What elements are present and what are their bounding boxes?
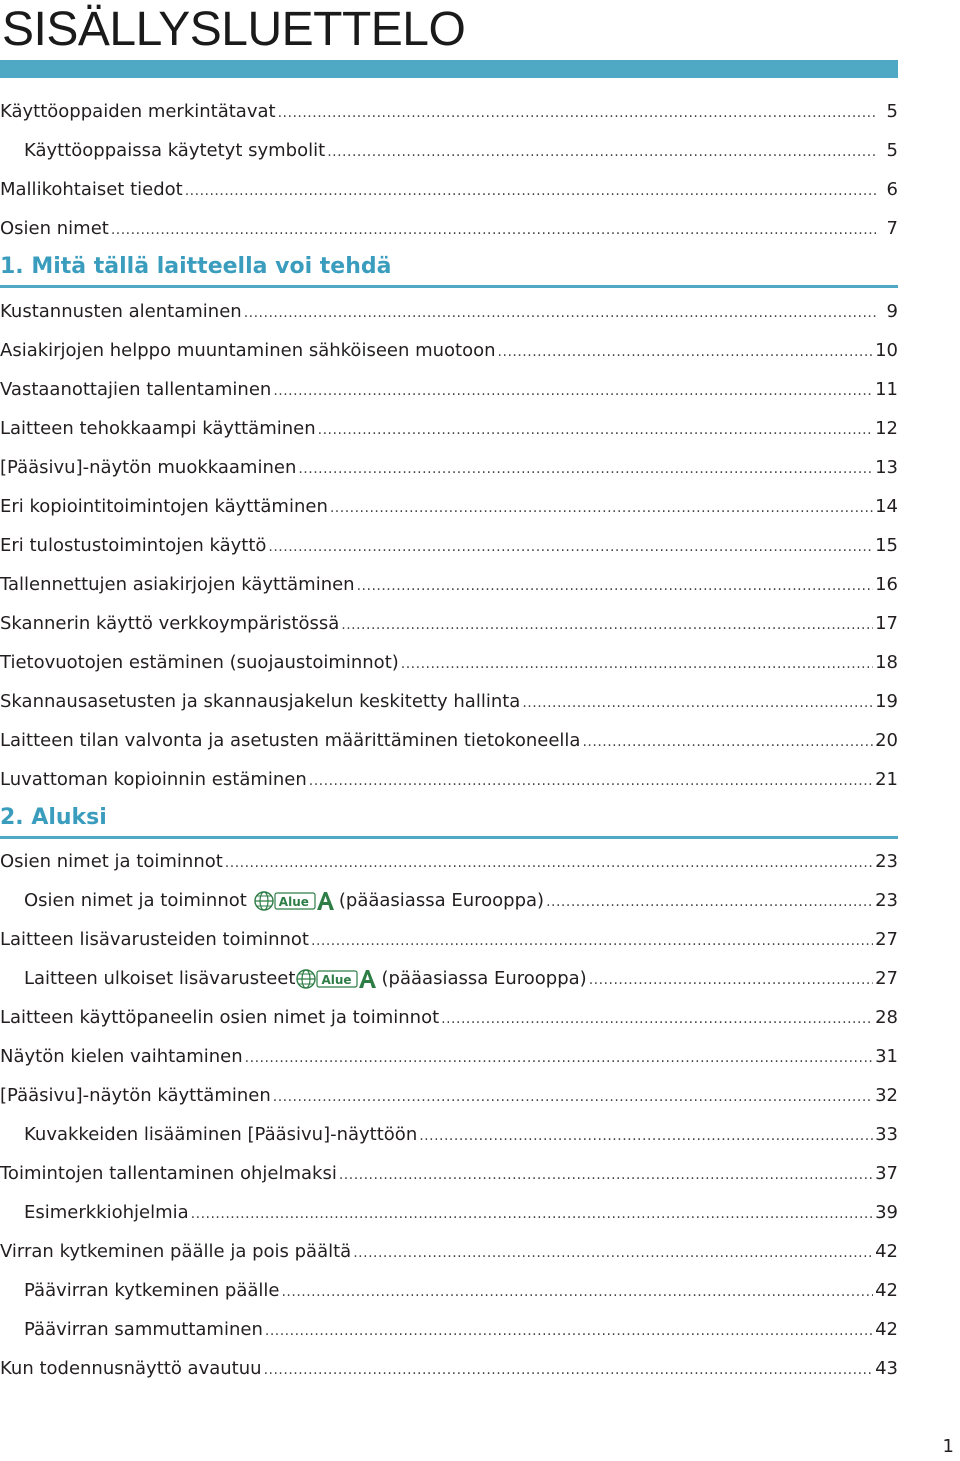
- toc-entry[interactable]: [0, 1003, 898, 1033]
- toc-entry[interactable]: [0, 175, 898, 205]
- toc-entry-text: Päävirran kytkeminen päälle: [24, 1280, 280, 1301]
- toc-entry[interactable]: [0, 687, 898, 717]
- toc-page-number: 5: [886, 140, 898, 161]
- toc-leader: [546, 887, 873, 917]
- toc-leader: [264, 1355, 874, 1385]
- toc-leader: [330, 493, 873, 523]
- toc-entry-label: Laitteen ulkoiset lisävarusteet: [24, 968, 296, 989]
- toc-entry[interactable]: [0, 1120, 898, 1150]
- toc-leader: [265, 1316, 873, 1346]
- toc-leader: [582, 727, 873, 757]
- toc-entry[interactable]: [0, 1315, 898, 1345]
- toc-entry[interactable]: [0, 964, 898, 994]
- toc-leader: [589, 965, 873, 995]
- toc-entry[interactable]: [0, 97, 898, 127]
- toc-page-number: 21: [875, 769, 898, 790]
- toc-leader: [273, 1082, 873, 1112]
- toc-entry-text: Laitteen käyttöpaneelin osien nimet ja toiminnot: [0, 1007, 440, 1028]
- toc-entry-text: Päävirran sammuttaminen: [24, 1319, 263, 1340]
- toc-entry-text: [Pääsivu]-näytön muokkaaminen: [0, 457, 297, 478]
- toc-page-number: 11: [875, 379, 898, 400]
- toc-page-number: 10: [875, 340, 898, 361]
- toc-entry-text: Laitteen tilan valvonta ja asetusten määrittäminen tietokoneella: [0, 730, 581, 751]
- toc-entry[interactable]: [0, 375, 898, 405]
- toc-page-number: 6: [886, 179, 898, 200]
- footer-page-number: 1: [942, 1436, 954, 1457]
- toc-page-number: 9: [886, 301, 898, 322]
- chapter-title[interactable]: 1. Mitä tällä laitteella voi tehdä: [0, 254, 392, 279]
- toc-page-number: 19: [875, 691, 898, 712]
- toc-leader: [268, 532, 873, 562]
- toc-leader: [498, 337, 874, 367]
- toc-entry-text: Käyttöoppaiden merkintätavat: [0, 101, 276, 122]
- toc-leader: [327, 137, 876, 167]
- toc-entry-suffix: (pääasiassa Eurooppa): [381, 968, 587, 989]
- toc-entry-text: Esimerkkiohjelmia: [24, 1202, 189, 1223]
- region-badge-label: Alue: [278, 895, 309, 909]
- toc-entry[interactable]: [0, 492, 898, 522]
- toc-leader: [419, 1121, 873, 1151]
- toc-leader: [225, 848, 873, 878]
- toc-page-number: 13: [875, 457, 898, 478]
- toc-page-number: 28: [875, 1007, 898, 1028]
- toc-entry[interactable]: [0, 136, 898, 166]
- toc-entry[interactable]: [0, 1081, 898, 1111]
- chapter-title[interactable]: 2. Aluksi: [0, 805, 107, 830]
- toc-page-number: 27: [875, 968, 898, 989]
- toc-page-number: 27: [875, 929, 898, 950]
- toc-page-number: 7: [886, 218, 898, 239]
- toc-leader: [341, 610, 873, 640]
- toc-page-number: 37: [875, 1163, 898, 1184]
- toc-page-number: 23: [875, 851, 898, 872]
- toc-entry[interactable]: [0, 297, 898, 327]
- toc-entry[interactable]: [0, 336, 898, 366]
- toc-entry-text: Skannerin käyttö verkkoympäristössä: [0, 613, 340, 634]
- toc-leader: [401, 649, 873, 679]
- toc-entry-text: Tietovuotojen estäminen (suojaustoiminnot): [0, 652, 399, 673]
- region-badge-label: Alue: [321, 973, 352, 987]
- toc-leader: [273, 376, 873, 406]
- toc-entry[interactable]: [0, 847, 898, 877]
- toc-page-number: 5: [886, 101, 898, 122]
- toc-entry-text: Luvattoman kopioinnin estäminen: [0, 769, 307, 790]
- toc-entry[interactable]: [0, 1276, 898, 1306]
- toc-entry-text: [Pääsivu]-näytön käyttäminen: [0, 1085, 271, 1106]
- toc-page-number: 31: [875, 1046, 898, 1067]
- toc-leader: [353, 1238, 873, 1268]
- toc-entry-text: [24, 964, 587, 995]
- toc-leader: [185, 176, 876, 206]
- toc-entry[interactable]: [0, 925, 898, 955]
- toc-page-number: 23: [875, 890, 898, 911]
- toc-entry[interactable]: [0, 1042, 898, 1072]
- toc-entry-text: Asiakirjojen helppo muuntaminen sähköiseen muotoon: [0, 340, 496, 361]
- chapter-heading: [0, 252, 898, 282]
- toc-entry-text: Kuvakkeiden lisääminen [Pääsivu]-näyttöön: [24, 1124, 418, 1145]
- toc-page-number: 43: [875, 1358, 898, 1379]
- toc-leader: [244, 298, 876, 328]
- toc-leader: [191, 1199, 873, 1229]
- toc-entry-text: Osien nimet: [0, 218, 109, 239]
- toc-entry-text: Tallennettujen asiakirjojen käyttäminen: [0, 574, 355, 595]
- toc-entry-text: Käyttöoppaissa käytetyt symbolit: [24, 140, 326, 161]
- chapter-heading: [0, 803, 898, 833]
- toc-entry-text: Osien nimet ja toiminnot: [0, 851, 223, 872]
- toc-entry[interactable]: [0, 414, 898, 444]
- toc-page-number: 32: [875, 1085, 898, 1106]
- toc-page-number: 14: [875, 496, 898, 517]
- toc-entry[interactable]: [0, 765, 898, 795]
- toc-leader: [318, 415, 873, 445]
- toc-leader: [245, 1043, 873, 1073]
- page-title: SISÄLLYSLUETTELO: [2, 3, 466, 56]
- toc-leader: [111, 215, 876, 245]
- toc-entry[interactable]: [0, 1354, 898, 1384]
- toc-page-number: 42: [875, 1241, 898, 1262]
- toc-entry[interactable]: [0, 1237, 898, 1267]
- title-rule: [0, 60, 898, 78]
- toc-entry[interactable]: [0, 570, 898, 600]
- toc-page-number: 33: [875, 1124, 898, 1145]
- toc-entry[interactable]: [0, 1159, 898, 1189]
- toc-page-number: 39: [875, 1202, 898, 1223]
- toc-leader: [309, 766, 873, 796]
- toc-entry-text: Mallikohtaiset tiedot: [0, 179, 183, 200]
- toc-entry[interactable]: [0, 531, 898, 561]
- toc-leader: [522, 688, 873, 718]
- toc-entry-text: Laitteen tehokkaampi käyttäminen: [0, 418, 316, 439]
- toc-page-number: 12: [875, 418, 898, 439]
- toc-entry-text: Virran kytkeminen päälle ja pois päältä: [0, 1241, 352, 1262]
- toc-entry-label: Osien nimet ja toiminnot: [24, 890, 247, 911]
- toc-leader: [298, 454, 873, 484]
- toc-entry[interactable]: [0, 886, 898, 916]
- toc-entry-text: Kustannusten alentaminen: [0, 301, 242, 322]
- toc-entry-suffix: (pääasiassa Eurooppa): [338, 890, 545, 911]
- toc-leader: [311, 926, 873, 956]
- toc-leader: [441, 1004, 873, 1034]
- toc-leader: [281, 1277, 873, 1307]
- toc-entry-text: Vastaanottajien tallentaminen: [0, 379, 272, 400]
- toc-page-number: 42: [875, 1319, 898, 1340]
- toc-page-number: 16: [875, 574, 898, 595]
- toc-page-number: 17: [875, 613, 898, 634]
- toc-entry[interactable]: [0, 1198, 898, 1228]
- toc-page-number: 42: [875, 1280, 898, 1301]
- toc-entry[interactable]: [0, 609, 898, 639]
- toc-page-number: 15: [875, 535, 898, 556]
- toc-entry[interactable]: [0, 648, 898, 678]
- toc-entry-text: [24, 886, 544, 917]
- toc-entry-text: Kun todennusnäyttö avautuu: [0, 1358, 262, 1379]
- chapter-rule: [0, 836, 898, 839]
- toc-entry-text: Näytön kielen vaihtaminen: [0, 1046, 243, 1067]
- toc-entry[interactable]: [0, 453, 898, 483]
- toc-entry-text: Toimintojen tallentaminen ohjelmaksi: [0, 1163, 337, 1184]
- toc-entry-text: Laitteen lisävarusteiden toiminnot: [0, 929, 309, 950]
- toc-entry-text: Eri kopiointitoimintojen käyttäminen: [0, 496, 328, 517]
- toc-page-number: 18: [875, 652, 898, 673]
- toc-leader: [357, 571, 874, 601]
- toc-entry-text: Eri tulostustoimintojen käyttö: [0, 535, 267, 556]
- toc-leader: [278, 98, 876, 128]
- toc-page-number: 20: [875, 730, 898, 751]
- toc-entry[interactable]: [0, 214, 898, 244]
- toc-leader: [339, 1160, 873, 1190]
- toc-entry[interactable]: [0, 726, 898, 756]
- toc-entry-text: Skannausasetusten ja skannausjakelun keskitetty hallinta: [0, 691, 521, 712]
- chapter-rule: [0, 285, 898, 288]
